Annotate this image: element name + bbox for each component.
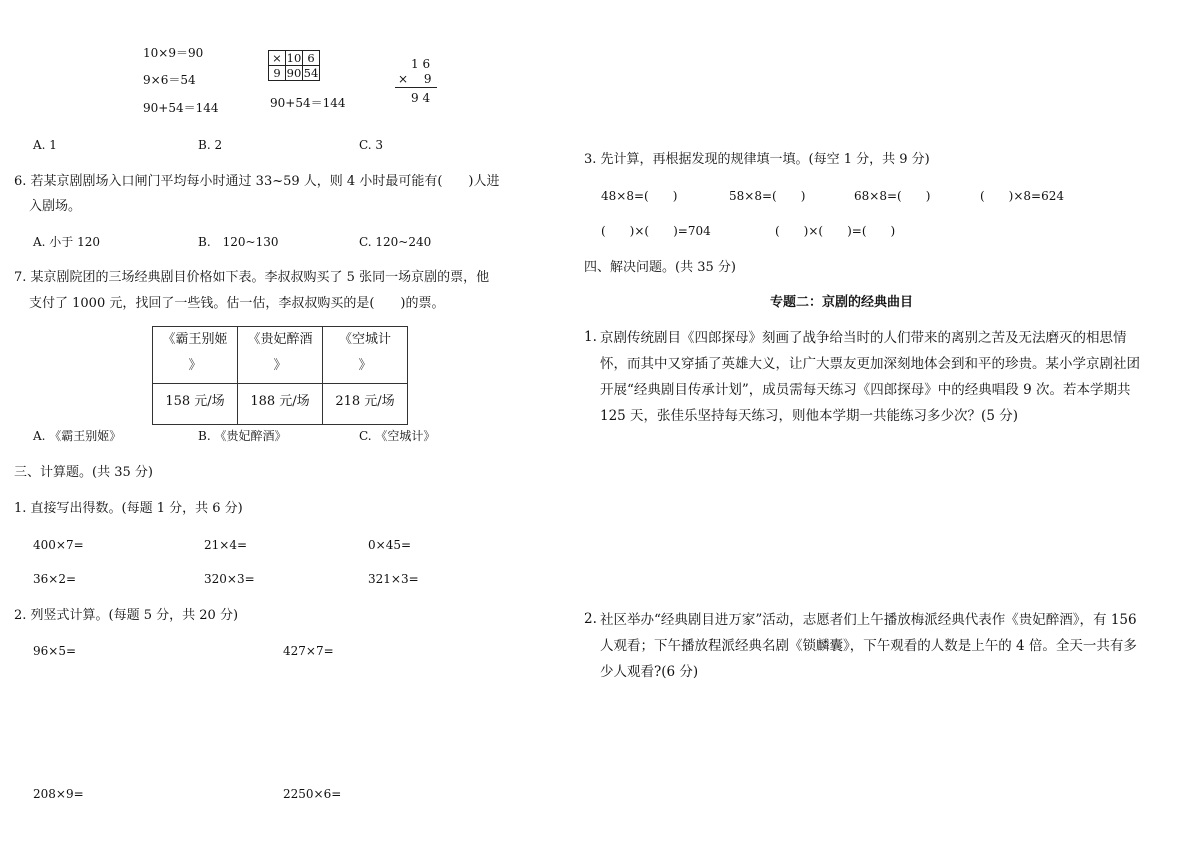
calc-item: 321×3=: [368, 572, 419, 586]
problem-1-text: 京剧传统剧目《四郎探母》刻画了战争给当时的人们带来的离别之苦及无法磨灭的相思情怀，而其中又穿插了英雄大义，让广大票友更加深刻地体会到和平的珍贵。某小学京剧社团开展“经典剧目传承计划”，成员需每天练习《四郎探母》中的经典唱段 9 次。若本学期共 125 天，张佳乐坚持每天练习，则他本学期一共能练习多少次？(5 分): [600, 330, 1140, 424]
pattern-item: 48×8=( ): [601, 189, 678, 203]
q6-line-1: 6. 若某京剧剧场入口闸门平均每小时通过 33~59 人，则 4 小时最可能有( )人进: [14, 174, 500, 189]
table-cell: [323, 327, 408, 384]
play-name: 《空城计: [338, 332, 391, 347]
pattern-item: ( )×( )=704: [601, 224, 711, 238]
q5-option-a: A. 1: [33, 138, 57, 152]
lattice-sum: 90+54＝144: [270, 96, 346, 110]
calc-item: 400×7=: [33, 538, 84, 552]
problem-2-label: 2.: [584, 611, 597, 627]
method-a-line-3: 90+54＝144: [143, 101, 219, 115]
play-name: 《贵妃醉酒: [247, 332, 313, 347]
topic-title: 专题二：京剧的经典曲目: [770, 295, 914, 310]
method-a-line-2: 9×6＝54: [143, 73, 196, 87]
problem-2-text: 社区举办“经典剧目进万家”活动，志愿者们上午播放梅派经典代表作《贵妃醉酒》，有 156 人观看；下午播放程派经典名剧《锁麟囊》，下午观看的人数是上午的 4 倍。全天一共有多少人观看?(6 分): [600, 612, 1137, 680]
problem-1-label: 1.: [584, 329, 597, 345]
calc-item: 320×3=: [204, 572, 255, 586]
q5-option-b: B. 2: [198, 138, 223, 152]
vertical-calc-item: 96×5=: [33, 644, 77, 658]
price-table: [152, 326, 408, 425]
calc-2-title: 2. 列竖式计算。(每题 5 分，共 20 分): [14, 608, 239, 623]
pattern-item: ( )×8=624: [980, 189, 1065, 203]
q7-option-c: C. 《空城计》: [359, 429, 436, 443]
calc-item: 21×4=: [204, 538, 248, 552]
vertical-calc-item: 2250×6=: [283, 787, 342, 801]
play-name-end: 》: [273, 358, 287, 373]
method-a-line-1: 10×9＝90: [143, 46, 204, 60]
calc-item: 0×45=: [368, 538, 412, 552]
table-cell: [153, 327, 238, 384]
q7-option-a: A. 《霸王别姬》: [33, 429, 122, 443]
lattice-cell: 90: [286, 66, 302, 80]
vertical-mult: × 9: [398, 72, 432, 86]
pattern-item: ( )×( )=( ): [775, 224, 896, 238]
vertical-calc-item: 208×9=: [33, 787, 84, 801]
lattice-cell: 54: [303, 66, 319, 80]
q7-option-b: B. 《贵妃醉酒》: [198, 429, 287, 443]
section-3-title: 三、计算题。(共 35 分): [14, 465, 153, 480]
lattice-cell: 9: [269, 66, 286, 81]
lattice-table: [268, 50, 320, 81]
pattern-item: 68×8=( ): [854, 189, 931, 203]
ticket-price: 218 元/场: [323, 384, 408, 425]
table-cell: [238, 327, 323, 384]
pattern-item: 58×8=( ): [729, 189, 806, 203]
lattice-cell: ×: [269, 51, 286, 66]
q7-line-1: 7. 某京剧院团的三场经典剧目价格如下表。李叔叔购买了 5 张同一场京剧的票，他: [14, 270, 490, 285]
q7-line-2: 支付了 1000 元，找回了一些钱。估一估，李叔叔购买的是( )的票。: [29, 296, 445, 311]
q6-option-b: B. 120~130: [198, 235, 279, 249]
vertical-rule: [395, 87, 437, 88]
play-name-end: 》: [188, 358, 202, 373]
play-name-end: 》: [358, 358, 372, 373]
ticket-price: 188 元/场: [238, 384, 323, 425]
lattice-cell: 10: [286, 51, 302, 65]
calc-1-title: 1. 直接写出得数。(每题 1 分，共 6 分): [14, 501, 243, 516]
q6-option-c: C. 120~240: [359, 235, 432, 249]
calc-3-title: 3. 先计算，再根据发现的规律填一填。(每空 1 分，共 9 分): [584, 152, 930, 167]
calc-item: 36×2=: [33, 572, 77, 586]
ticket-price: 158 元/场: [153, 384, 238, 425]
vertical-top: 1 6: [411, 57, 431, 71]
play-name: 《霸王别姬: [162, 332, 228, 347]
vertical-result: 9 4: [411, 91, 431, 105]
section-4-title: 四、解决问题。(共 35 分): [584, 260, 736, 275]
q5-option-c: C. 3: [359, 138, 384, 152]
q6-option-a: A. 小于 120: [33, 235, 101, 249]
vertical-calc-item: 427×7=: [283, 644, 334, 658]
q6-line-2: 入剧场。: [29, 199, 82, 214]
lattice-cell: 6: [303, 51, 320, 66]
